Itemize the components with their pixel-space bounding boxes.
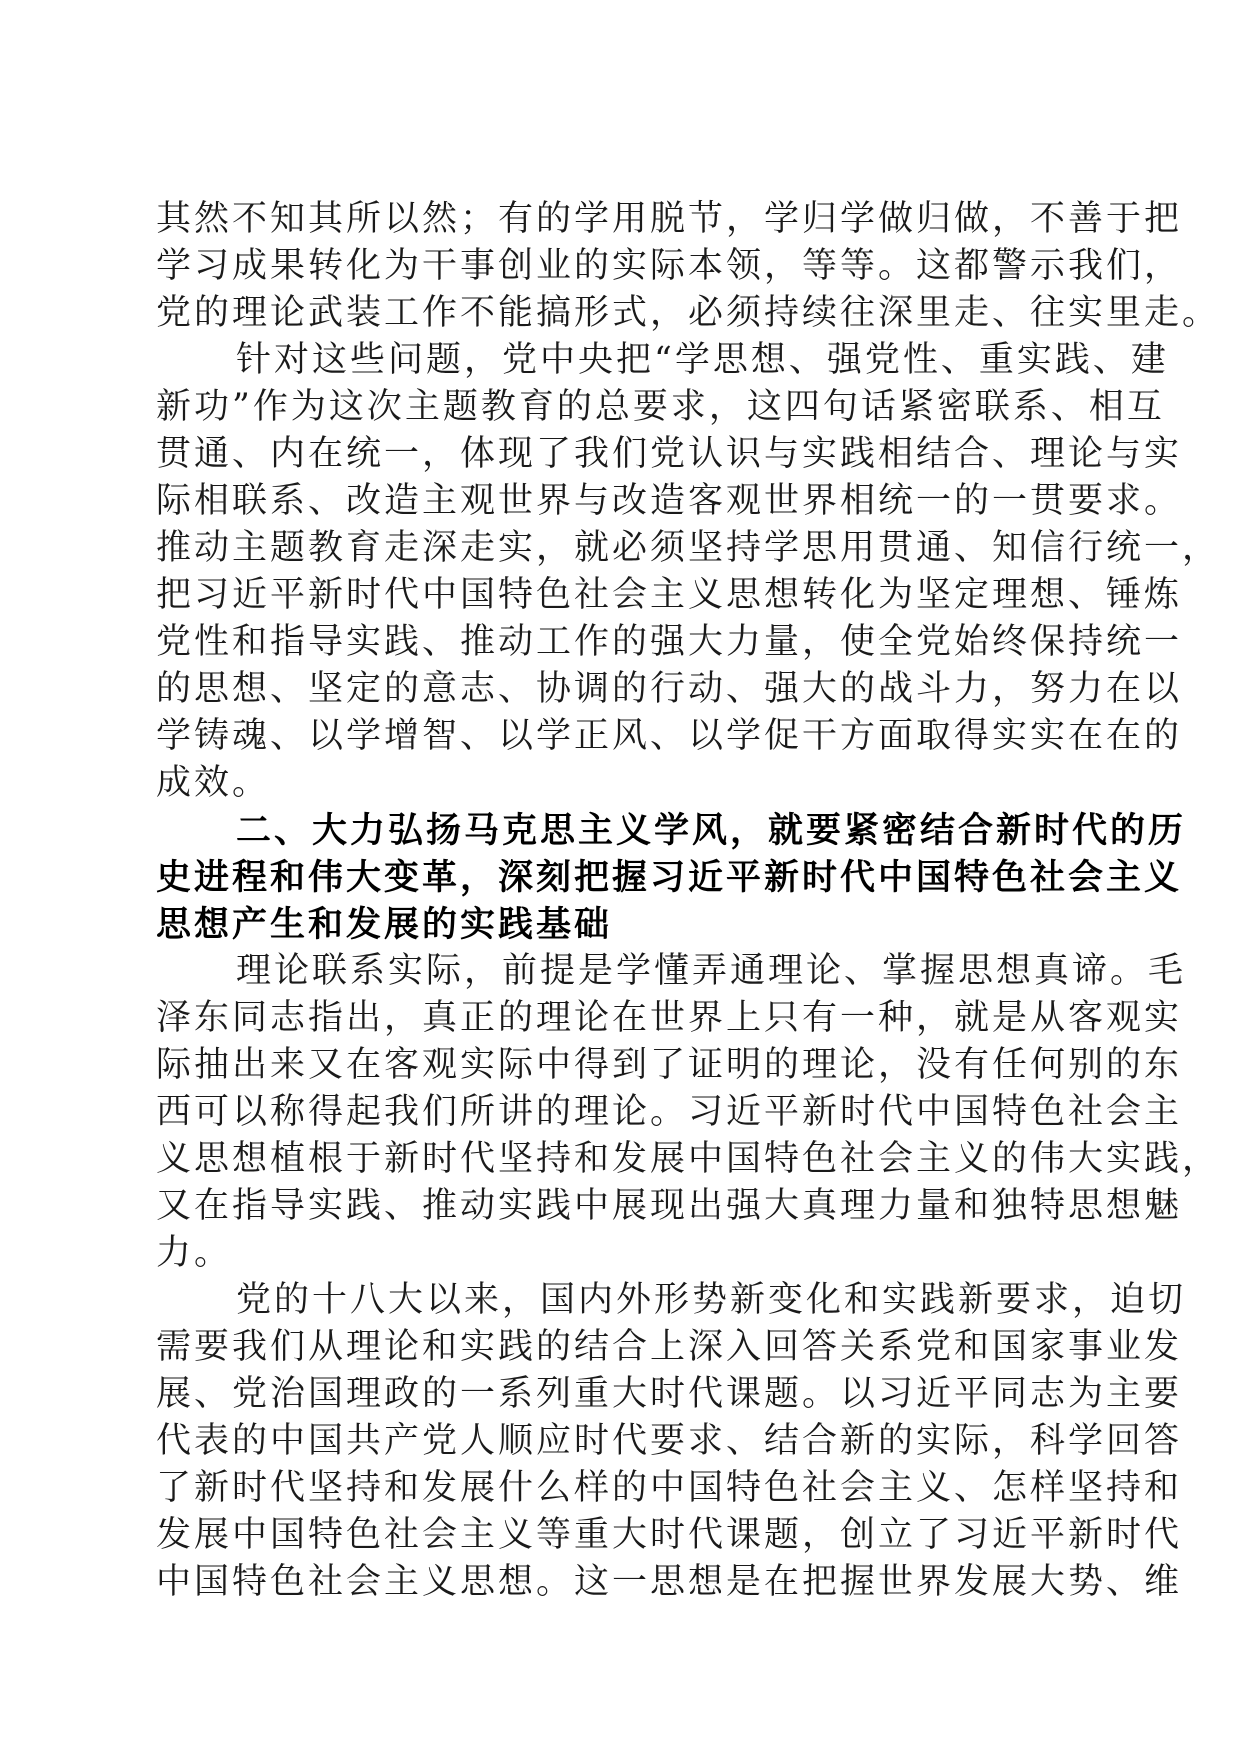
body-paragraph — [156, 948, 1221, 1277]
text-line: 代表的中国共产党人顺应时代要求、结合新的实际，科学回答 — [156, 1421, 1183, 1461]
text-line: 需要我们从理论和实践的结合上深入回答关系党和国家事业发 — [156, 1327, 1183, 1367]
heading-line: 思想产生和发展的实践基础 — [156, 904, 613, 945]
body-paragraph — [156, 196, 1221, 337]
heading-line: 二、大力弘扬马克思主义学风，就要紧密结合新时代的历 — [236, 810, 1187, 851]
text-line: 展、党治国理政的一系列重大时代课题。以习近平同志为主要 — [156, 1374, 1183, 1414]
text-line: 的思想、坚定的意志、协调的行动、强大的战斗力，努力在以 — [156, 669, 1183, 709]
text-line: 成效。 — [156, 763, 271, 803]
text-line: 又在指导实践、推动实践中展现出强大真理力量和独特思想魅 — [156, 1186, 1183, 1226]
text-line: 义思想植根于新时代坚持和发展中国特色社会主义的伟大实践， — [156, 1139, 1221, 1179]
text-line: 际抽出来又在客观实际中得到了证明的理论，没有任何别的东 — [156, 1045, 1183, 1085]
text-line: 了新时代坚持和发展什么样的中国特色社会主义、怎样坚持和 — [156, 1468, 1183, 1508]
text-line: 贯通、内在统一，体现了我们党认识与实践相结合、理论与实 — [156, 434, 1183, 474]
text-line: 际相联系、改造主观世界与改造客观世界相统一的一贯要求。 — [156, 481, 1183, 521]
text-line: 推动主题教育走深走实，就必须坚持学思用贯通、知信行统一， — [156, 528, 1221, 568]
text-line: 新功”作为这次主题教育的总要求，这四句话紧密联系、相互 — [156, 387, 1165, 427]
document-page — [156, 196, 1221, 1606]
body-paragraph — [156, 337, 1221, 807]
text-line: 力。 — [156, 1233, 233, 1273]
text-line: 西可以称得起我们所讲的理论。习近平新时代中国特色社会主 — [156, 1092, 1183, 1132]
text-line: 理论联系实际，前提是学懂弄通理论、掌握思想真谛。毛 — [236, 951, 1187, 991]
text-line: 党的理论武装工作不能搞形式，必须持续往深里走、往实里走。 — [156, 293, 1221, 333]
text-line: 发展中国特色社会主义等重大时代课题，创立了习近平新时代 — [156, 1515, 1183, 1555]
heading-line: 史进程和伟大变革，深刻把握习近平新时代中国特色社会主义 — [156, 857, 1183, 898]
text-line: 党的十八大以来，国内外形势新变化和实践新要求，迫切 — [236, 1280, 1187, 1320]
section-heading — [156, 807, 1187, 948]
text-line: 学铸魂、以学增智、以学正风、以学促干方面取得实实在在的 — [156, 716, 1183, 756]
text-line: 中国特色社会主义思想。这一思想是在把握世界发展大势、维 — [156, 1562, 1183, 1602]
text-line: 针对这些问题，党中央把“学思想、强党性、重实践、建 — [236, 340, 1169, 380]
text-line: 把习近平新时代中国特色社会主义思想转化为坚定理想、锤炼 — [156, 575, 1183, 615]
text-line: 泽东同志指出，真正的理论在世界上只有一种，就是从客观实 — [156, 998, 1183, 1038]
text-line: 其然不知其所以然；有的学用脱节，学归学做归做，不善于把 — [156, 199, 1183, 239]
text-line: 学习成果转化为干事创业的实际本领，等等。这都警示我们， — [156, 246, 1183, 286]
body-paragraph — [156, 1277, 1187, 1606]
text-line: 党性和指导实践、推动工作的强大力量，使全党始终保持统一 — [156, 622, 1183, 662]
